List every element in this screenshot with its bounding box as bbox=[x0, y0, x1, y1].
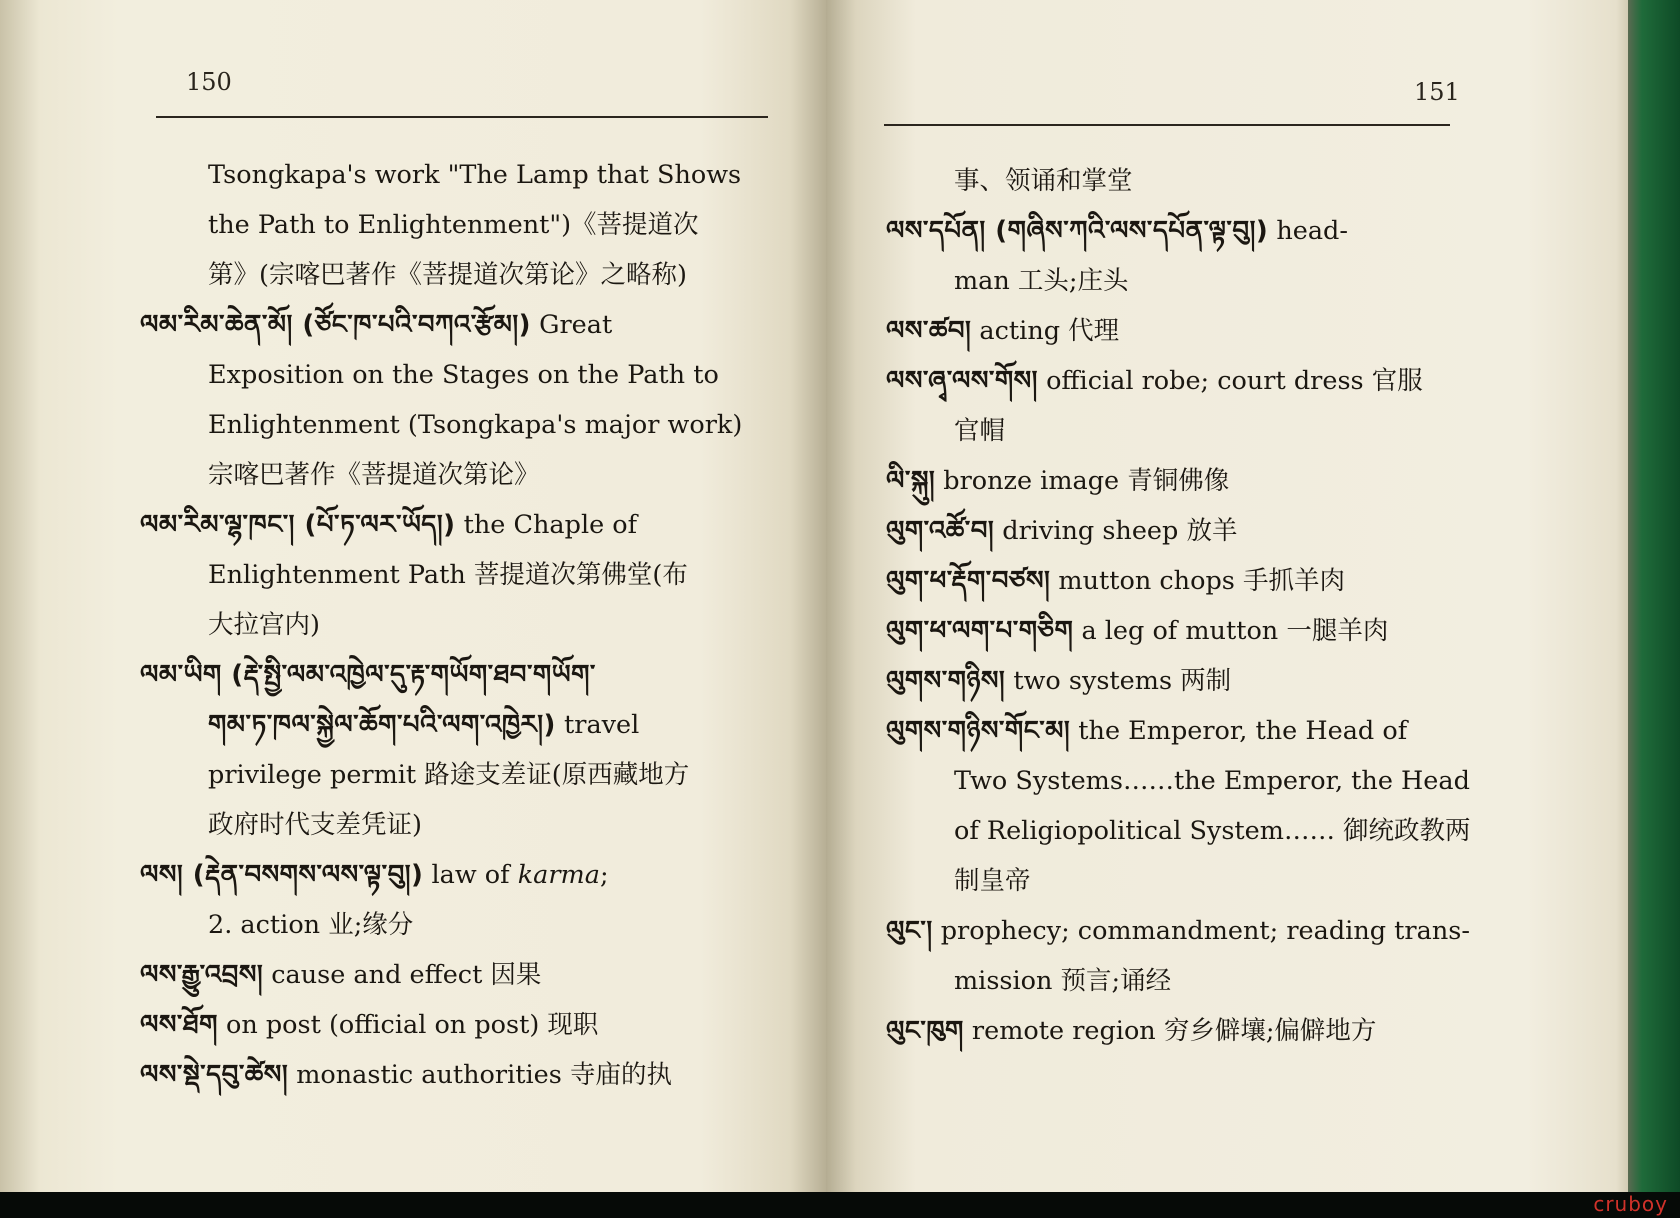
definition-text: Enlightenment (Tsongkapa's major work) bbox=[208, 410, 743, 440]
definition-text: 大拉宫内) bbox=[208, 610, 320, 640]
dictionary-entry bbox=[140, 1000, 770, 1050]
definition-text: 第》(宗喀巴著作《菩提道次第论》之略称) bbox=[208, 260, 687, 290]
entry-continuation bbox=[140, 750, 770, 800]
dictionary-entry bbox=[886, 706, 1452, 756]
dictionary-entry bbox=[140, 1050, 770, 1100]
dictionary-entry bbox=[140, 650, 770, 700]
tibetan-headword: ལས་དཔོན། (གཞིས་ཀའི་ལས་དཔོན་ལྟ་བུ།) bbox=[886, 216, 1269, 246]
tibetan-headword: ལུགས་གཉིས། bbox=[886, 666, 1006, 696]
tibetan-headword: ལམ་རིམ་ཆེན་མོ། (ཙོང་ཁ་པའི་བཀའ་རྩོམ།) bbox=[140, 310, 532, 340]
definition-text: prophecy; commandment; reading trans- bbox=[932, 916, 1470, 946]
entry-continuation bbox=[886, 156, 1452, 206]
definition-text: mission 预言;诵经 bbox=[954, 966, 1172, 996]
definition-text: head- bbox=[1268, 216, 1348, 246]
watermark: cruboy bbox=[1593, 1192, 1668, 1216]
tibetan-headword: ལས་ཞྭ་ལས་གོས། bbox=[886, 366, 1038, 396]
definition-text: 制皇帝 bbox=[954, 866, 1031, 896]
dictionary-entry bbox=[886, 206, 1452, 256]
tibetan-headword: ལུང་ཁུག bbox=[886, 1016, 964, 1046]
dictionary-entry bbox=[886, 656, 1452, 706]
definition-text: 2. action 业;缘分 bbox=[208, 910, 414, 940]
definition-text: the Emperor, the Head of bbox=[1070, 716, 1408, 746]
page-number-left: 150 bbox=[186, 68, 232, 96]
dictionary-entry bbox=[140, 950, 770, 1000]
tibetan-headword: ལས་སྡེ་དབུ་ཚེས། bbox=[140, 1060, 289, 1090]
entry-continuation bbox=[140, 350, 770, 400]
definition-text: the Path to Enlightenment")《菩提道次 bbox=[208, 210, 699, 240]
entry-continuation bbox=[140, 550, 770, 600]
tibetan-headword: ལུག་ཕ་ལག་པ་གཅིག bbox=[886, 616, 1074, 646]
tibetan-headword: ལས་རྒྱུ་འབྲས། bbox=[140, 960, 264, 990]
definition-text: 政府时代支差凭证) bbox=[208, 810, 422, 840]
entry-continuation bbox=[140, 900, 770, 950]
entry-continuation bbox=[886, 256, 1452, 306]
definition-text: ; bbox=[599, 860, 609, 890]
tibetan-headword: ལི་སྐུ། bbox=[886, 466, 936, 496]
definition-text: on post (official on post) 现职 bbox=[217, 1010, 599, 1040]
left-page bbox=[0, 0, 826, 1192]
dictionary-entry bbox=[886, 606, 1452, 656]
tibetan-headword: གམ་ཏ་ཁལ་སྐྱེལ་ཆོག་པའི་ལག་འཁྱེར།) bbox=[208, 710, 556, 740]
dictionary-entry bbox=[886, 556, 1452, 606]
background-strip bbox=[0, 1192, 1680, 1218]
definition-text: Enlightenment Path 菩提道次第佛堂(布 bbox=[208, 560, 688, 590]
entry-continuation bbox=[140, 800, 770, 850]
left-column bbox=[140, 150, 770, 1100]
tibetan-headword: ལས། (རྡེན་བསགས་ལས་ལྟ་བུ།) bbox=[140, 860, 424, 890]
definition-text: Great bbox=[531, 310, 613, 340]
entry-continuation bbox=[886, 856, 1452, 906]
definition-text: official robe; court dress 官服 bbox=[1037, 366, 1423, 396]
tibetan-headword: ལུག་འཚོ་བ། bbox=[886, 516, 995, 546]
definition-text: bronze image 青铜佛像 bbox=[935, 466, 1230, 496]
book-cover-edge bbox=[1628, 0, 1680, 1200]
dictionary-entry bbox=[886, 456, 1452, 506]
entry-continuation bbox=[140, 450, 770, 500]
definition-text: monastic authorities 寺庙的执 bbox=[288, 1060, 672, 1090]
definition-text: cause and effect 因果 bbox=[263, 960, 542, 990]
entry-continuation bbox=[140, 400, 770, 450]
right-page bbox=[826, 0, 1630, 1198]
dictionary-entry bbox=[886, 906, 1470, 956]
definition-text: remote region 穷乡僻壤;偏僻地方 bbox=[963, 1016, 1377, 1046]
tibetan-headword: ལུགས་གཉིས་གོང་མ། bbox=[886, 716, 1071, 746]
page-number-right: 151 bbox=[1414, 78, 1460, 106]
definition-text: man 工头;庄头 bbox=[954, 266, 1129, 296]
dictionary-entry bbox=[140, 300, 770, 350]
tibetan-headword: ལུག་ཕ་རྡོག་བཙས། bbox=[886, 566, 1051, 596]
tibetan-headword: ལས་ཐོག bbox=[140, 1010, 218, 1040]
definition-text: mutton chops 手抓羊肉 bbox=[1050, 566, 1345, 596]
entry-continuation bbox=[886, 956, 1452, 1006]
dictionary-entry bbox=[886, 356, 1452, 406]
definition-text: Two Systems……the Emperor, the Head bbox=[954, 766, 1470, 796]
dictionary-entry bbox=[886, 1006, 1452, 1056]
definition-text: 官帽 bbox=[954, 416, 1006, 446]
entry-continuation bbox=[140, 150, 770, 200]
definition-text: driving sheep 放羊 bbox=[994, 516, 1238, 546]
right-column bbox=[886, 156, 1471, 1056]
entry-continuation bbox=[886, 806, 1471, 856]
definition-text: travel bbox=[555, 710, 640, 740]
definition-text: 宗喀巴著作《菩提道次第论》 bbox=[208, 460, 540, 490]
italic-term: karma bbox=[517, 860, 600, 890]
dictionary-entry bbox=[140, 500, 770, 550]
tibetan-headword: ལས་ཚབ། bbox=[886, 316, 972, 346]
header-rule-right bbox=[884, 124, 1450, 126]
entry-continuation bbox=[140, 200, 770, 250]
definition-text: 事、领诵和掌堂 bbox=[954, 166, 1133, 196]
definition-text: a leg of mutton 一腿羊肉 bbox=[1073, 616, 1389, 646]
dictionary-entry bbox=[140, 850, 770, 900]
tibetan-headword: ལམ་ཡིག (རྡེ་སྤྱི་ལམ་འཁྱེལ་དུ་རྟ་གཡོག་ཐབ་གཡོག་ bbox=[140, 660, 596, 690]
entry-continuation bbox=[886, 756, 1470, 806]
dictionary-entry bbox=[886, 506, 1452, 556]
definition-text: privilege permit 路途支差证(原西藏地方 bbox=[208, 760, 690, 790]
tibetan-headword: ལུང་། bbox=[886, 916, 933, 946]
tibetan-headword: ལམ་རིམ་ལྷ་ཁང་། (པོ་ཏ་ལར་ཡོད།) bbox=[140, 510, 456, 540]
header-rule-left bbox=[156, 116, 768, 118]
definition-text: the Chaple of bbox=[455, 510, 638, 540]
entry-continuation bbox=[140, 600, 770, 650]
definition-text: two systems 两制 bbox=[1005, 666, 1232, 696]
entry-continuation bbox=[140, 700, 770, 750]
definition-text: law of bbox=[423, 860, 518, 890]
entry-continuation bbox=[886, 406, 1452, 456]
definition-text: of Religiopolitical System…… 御统政教两 bbox=[954, 816, 1471, 846]
entry-continuation bbox=[140, 250, 770, 300]
definition-text: acting 代理 bbox=[971, 316, 1120, 346]
definition-text: Tsongkapa's work "The Lamp that Shows bbox=[208, 160, 742, 190]
dictionary-entry bbox=[886, 306, 1452, 356]
definition-text: Exposition on the Stages on the Path to bbox=[208, 360, 719, 390]
